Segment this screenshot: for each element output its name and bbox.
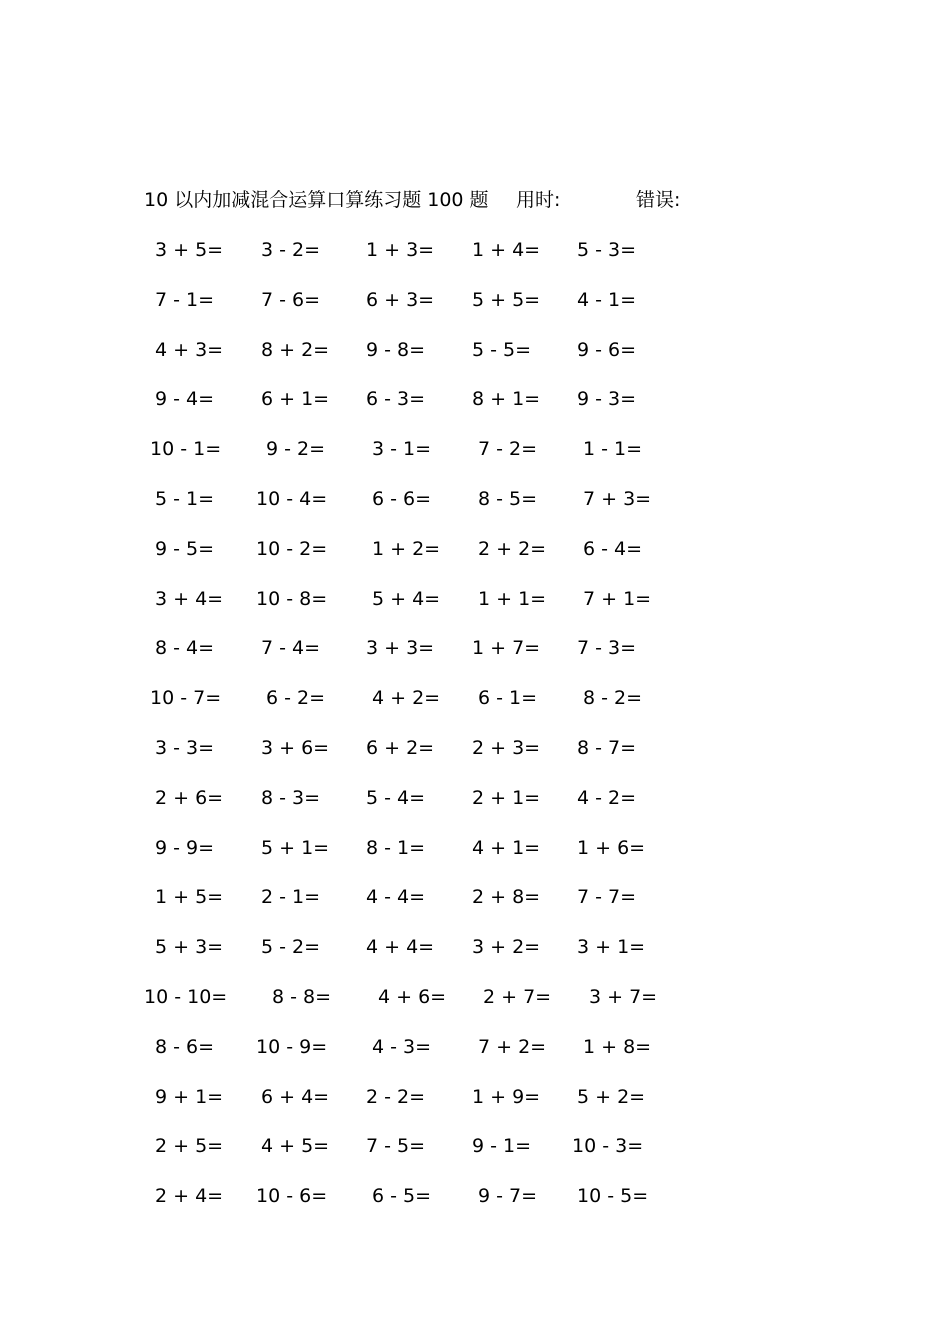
problem-cell: 10 - 10=	[144, 986, 228, 1008]
problem-cell: 1 + 8=	[583, 1035, 652, 1058]
problem-cell: 10 - 5=	[577, 1185, 649, 1208]
problem-cell: 3 + 6=	[261, 737, 330, 759]
problem-row	[0, 584, 950, 614]
problem-cell: 3 - 2=	[261, 239, 321, 261]
problem-cell: 8 - 1=	[366, 836, 426, 859]
problem-cell: 7 - 2=	[478, 438, 538, 461]
problem-cell: 7 - 5=	[366, 1135, 426, 1158]
problem-cell: 1 + 2=	[372, 537, 441, 560]
problem-cell: 9 - 1=	[472, 1135, 532, 1158]
problem-cell: 1 + 3=	[366, 239, 435, 261]
problem-row	[0, 783, 950, 813]
errors-label: 错误:	[636, 189, 681, 211]
problem-cell: 2 + 2=	[478, 537, 547, 560]
problem-cell: 8 - 4=	[155, 637, 215, 660]
problem-cell: 3 + 5=	[155, 239, 224, 261]
problem-cell: 3 + 3=	[366, 637, 435, 660]
problem-cell: 8 + 1=	[472, 388, 541, 411]
problem-cell: 8 - 2=	[583, 687, 643, 710]
problem-cell: 5 - 1=	[155, 488, 215, 510]
problem-cell: 8 - 3=	[261, 786, 321, 809]
problem-row	[0, 335, 950, 365]
problem-cell: 4 - 2=	[577, 786, 637, 809]
problem-cell: 6 - 3=	[366, 388, 426, 411]
problem-cell: 3 - 1=	[372, 438, 432, 461]
problem-cell: 1 + 5=	[155, 886, 224, 909]
problem-cell: 10 - 6=	[256, 1185, 328, 1208]
worksheet-title: 10 以内加减混合运算口算练习题 100 题	[144, 189, 489, 211]
problem-cell: 7 - 7=	[577, 886, 637, 909]
problem-cell: 10 - 1=	[150, 438, 222, 461]
problem-cell: 2 - 1=	[261, 886, 321, 909]
problem-row	[0, 484, 950, 514]
problem-cell: 10 - 3=	[572, 1135, 644, 1158]
problem-row	[0, 285, 950, 315]
problem-cell: 9 - 5=	[155, 537, 215, 560]
problem-cell: 2 + 7=	[483, 986, 552, 1008]
problem-cell: 9 - 7=	[478, 1185, 538, 1208]
problem-cell: 2 + 8=	[472, 886, 541, 909]
problem-cell: 2 + 4=	[155, 1185, 224, 1208]
problem-cell: 10 - 2=	[256, 537, 328, 560]
problem-cell: 5 - 3=	[577, 239, 637, 261]
problem-cell: 6 - 1=	[478, 687, 538, 710]
problem-row	[0, 733, 950, 763]
problem-cell: 5 + 4=	[372, 587, 441, 610]
problem-cell: 7 + 3=	[583, 488, 652, 510]
problem-cell: 4 + 5=	[261, 1135, 330, 1158]
problem-cell: 2 + 1=	[472, 786, 541, 809]
problem-cell: 5 - 4=	[366, 786, 426, 809]
problem-cell: 9 - 4=	[155, 388, 215, 411]
problem-row	[0, 982, 950, 1012]
problem-cell: 7 - 1=	[155, 288, 215, 311]
problem-cell: 2 + 3=	[472, 737, 541, 759]
problem-cell: 6 + 3=	[366, 288, 435, 311]
problem-row	[0, 235, 950, 265]
problem-cell: 9 - 2=	[266, 438, 326, 461]
problem-cell: 8 - 8=	[272, 986, 332, 1008]
problem-cell: 4 + 3=	[155, 338, 224, 361]
problem-cell: 6 - 2=	[266, 687, 326, 710]
problem-row	[0, 1082, 950, 1112]
problem-cell: 4 + 2=	[372, 687, 441, 710]
problem-cell: 5 + 3=	[155, 936, 224, 959]
problem-cell: 10 - 7=	[150, 687, 222, 710]
problem-cell: 8 - 7=	[577, 737, 637, 759]
problem-cell: 6 + 2=	[366, 737, 435, 759]
problem-cell: 2 - 2=	[366, 1085, 426, 1108]
problem-cell: 1 + 9=	[472, 1085, 541, 1108]
problem-cell: 5 + 5=	[472, 288, 541, 311]
problem-cell: 4 + 1=	[472, 836, 541, 859]
problem-cell: 2 + 6=	[155, 786, 224, 809]
problem-cell: 1 + 4=	[472, 239, 541, 261]
problem-row	[0, 683, 950, 713]
problem-cell: 7 - 6=	[261, 288, 321, 311]
problem-cell: 5 - 2=	[261, 936, 321, 959]
problem-cell: 7 + 1=	[583, 587, 652, 610]
problem-row	[0, 882, 950, 912]
problem-cell: 5 + 1=	[261, 836, 330, 859]
time-used-label: 用时:	[516, 189, 561, 211]
problem-cell: 6 - 5=	[372, 1185, 432, 1208]
problem-cell: 4 - 1=	[577, 288, 637, 311]
problem-cell: 5 + 2=	[577, 1085, 646, 1108]
problem-cell: 3 + 4=	[155, 587, 224, 610]
problem-cell: 7 - 3=	[577, 637, 637, 660]
problem-cell: 9 - 6=	[577, 338, 637, 361]
problem-cell: 6 - 4=	[583, 537, 643, 560]
problem-row	[0, 1131, 950, 1161]
problem-cell: 4 + 6=	[378, 986, 447, 1008]
problem-cell: 4 + 4=	[366, 936, 435, 959]
problem-cell: 8 - 6=	[155, 1035, 215, 1058]
problem-row	[0, 534, 950, 564]
problem-row	[0, 434, 950, 464]
problem-cell: 4 - 4=	[366, 886, 426, 909]
problem-cell: 6 + 1=	[261, 388, 330, 411]
problem-cell: 10 - 4=	[256, 488, 328, 510]
problem-cell: 3 + 2=	[472, 936, 541, 959]
problem-cell: 2 + 5=	[155, 1135, 224, 1158]
problem-cell: 3 + 1=	[577, 936, 646, 959]
problem-row	[0, 1181, 950, 1211]
problem-cell: 1 + 6=	[577, 836, 646, 859]
problem-cell: 8 - 5=	[478, 488, 538, 510]
problem-cell: 6 - 6=	[372, 488, 432, 510]
problem-cell: 9 - 9=	[155, 836, 215, 859]
problem-cell: 8 + 2=	[261, 338, 330, 361]
problem-cell: 3 + 7=	[589, 986, 658, 1008]
problem-cell: 9 + 1=	[155, 1085, 224, 1108]
problem-cell: 9 - 3=	[577, 388, 637, 411]
problem-row	[0, 833, 950, 863]
problem-row	[0, 1032, 950, 1062]
problem-cell: 3 - 3=	[155, 737, 215, 759]
problem-cell: 1 + 7=	[472, 637, 541, 660]
problem-cell: 7 + 2=	[478, 1035, 547, 1058]
problem-cell: 10 - 9=	[256, 1035, 328, 1058]
problem-row	[0, 633, 950, 663]
problem-cell: 1 - 1=	[583, 438, 643, 461]
problem-row	[0, 384, 950, 414]
problem-cell: 6 + 4=	[261, 1085, 330, 1108]
problem-cell: 10 - 8=	[256, 587, 328, 610]
problem-cell: 5 - 5=	[472, 338, 532, 361]
problem-cell: 7 - 4=	[261, 637, 321, 660]
problem-cell: 1 + 1=	[478, 587, 547, 610]
problem-row	[0, 932, 950, 962]
problem-cell: 4 - 3=	[372, 1035, 432, 1058]
problem-cell: 9 - 8=	[366, 338, 426, 361]
